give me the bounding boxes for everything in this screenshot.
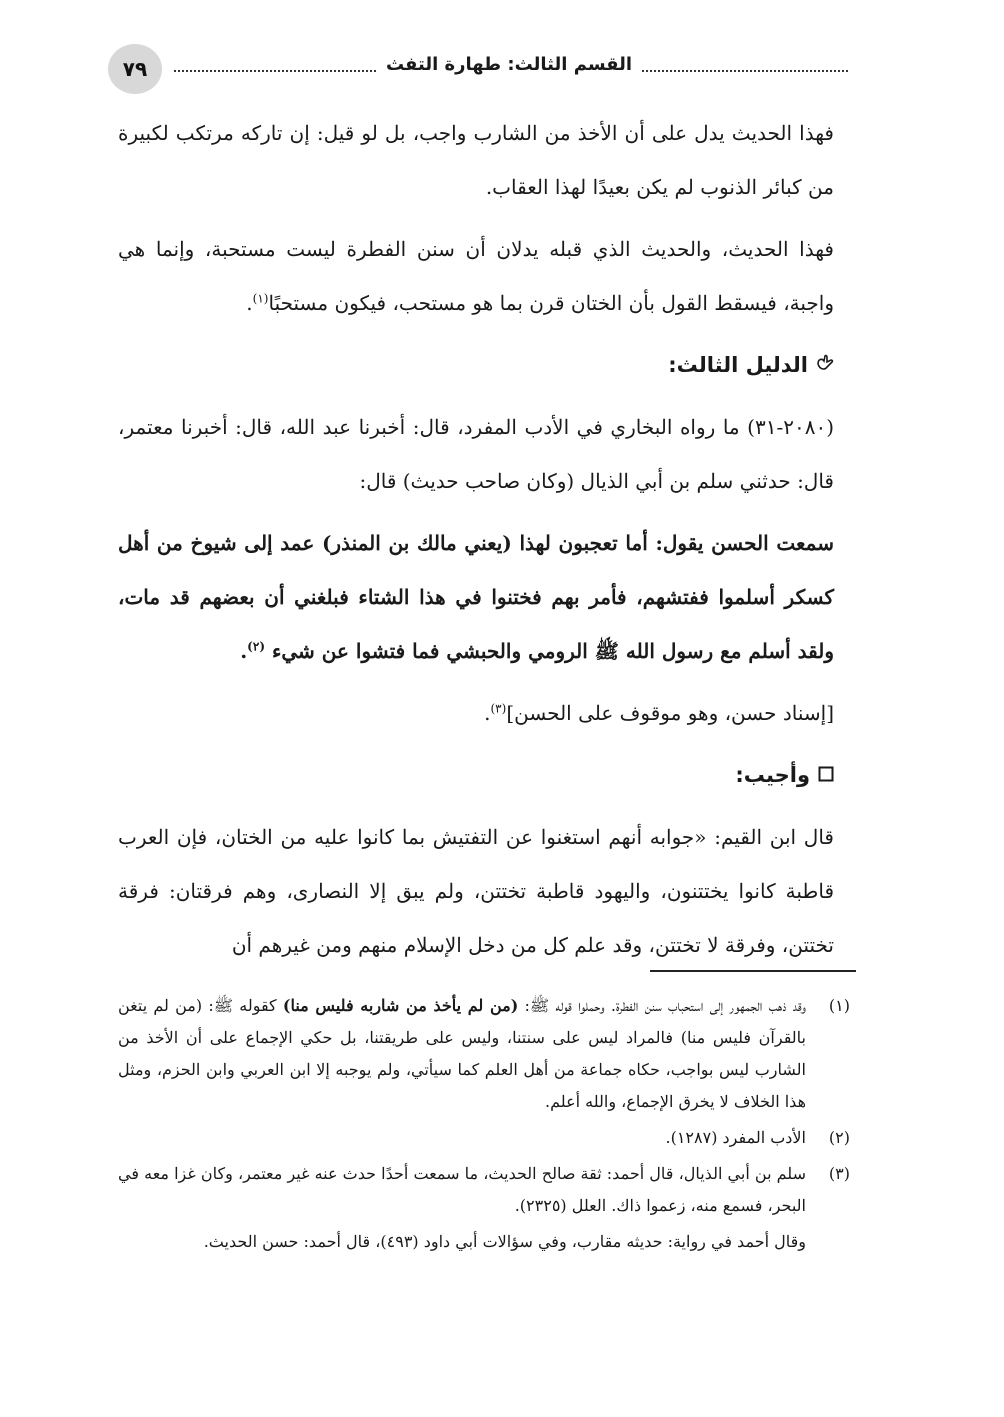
footnote-1-rest: كقوله ﷺ: (من لم يتغن بالقرآن فليس منا) فالمراد ليس على سنتنا، وليس على طريقتنا، بل حكي الإجماع على أن الأخذ من الشارب ليس بواجب، حكاه جماعة من أهل العلم كما سيأتي، ولم يوجبه إلا ابن العربي وابن الحزم، ومثل هذا الخلاف لا يخرق الإجماع، والله أعلم. (118, 996, 806, 1111)
footnote-ref-1[interactable]: (١) (252, 291, 269, 306)
footnote-number: (٢) (828, 1128, 850, 1147)
paragraph-4 (118, 516, 834, 678)
heading-third-evidence (118, 338, 834, 392)
heading-third-evidence-text: الدليل الثالث: (668, 353, 808, 377)
main-text (118, 106, 834, 980)
paragraph-6: قال ابن القيم: «جوابه أنهم استغنوا عن التفتيش بما كانوا عليه من الختان، فإن العرب قاطبة كانوا يختتنون، واليهود قاطبة تختتن، ولم يبق إلا النصارى، وهم فرقتان: فرقة تختتن، وفرقة لا تختتن، وقد علم كل من دخل الإسلام منهم ومن غيرهم أن (118, 825, 834, 957)
square-icon (818, 748, 834, 802)
paragraph-3: (٢٠٨٠-٣١) ما رواه البخاري في الأدب المفرد، قال: أخبرنا عبد الله، قال: أخبرنا معتمر، قال: حدثني سلم بن أبي الذيال (وكان صاحب حديث) قال: (118, 415, 834, 493)
paragraph-2-end: . (246, 291, 253, 315)
paragraph-5 (118, 686, 834, 740)
page-number: ٧٩ (108, 44, 162, 94)
paragraph-2 (118, 222, 834, 330)
footnote-1-lead: وقد ذهب الجمهور إلى استحباب سنن الفطرة. وحملوا قوله ﷺ: (518, 996, 807, 1015)
heading-answer (118, 748, 834, 802)
footnote-3 (118, 1158, 850, 1222)
footnote-3-text: سلم بن أبي الذيال، قال أحمد: ثقة صالح الحديث، ما سمعت أحدًا حدث عنه غير معتمر، وكان غزا معه في البحر، فسمع منه، زعموا ذاك. العلل (٢٣٢٥). (118, 1164, 806, 1215)
heading-answer-text: وأجيب: (735, 763, 810, 787)
footnote-ref-3[interactable]: (٣) (490, 701, 507, 716)
footnote-number: (١) (828, 996, 850, 1015)
paragraph-5-end: . (484, 701, 491, 725)
footnote-separator (650, 970, 856, 972)
footnotes (118, 990, 850, 1258)
footnote-number: (٣) (828, 1164, 850, 1183)
footnote-1 (118, 990, 850, 1118)
footnote-3-continuation: وقال أحمد في رواية: حديثه مقارب، وفي سؤالات أبي داود (٤٩٣)، قال أحمد: حسن الحديث. (203, 1232, 806, 1251)
footnote-2-text: الأدب المفرد (١٢٨٧). (665, 1128, 806, 1147)
page-header (108, 44, 848, 94)
paragraph-4-end: . (240, 639, 248, 663)
section-title: القسم الثالث: طهارة التفث (378, 54, 640, 75)
paragraph-1: فهذا الحديث يدل على أن الأخذ من الشارب واجب، بل لو قيل: إن تاركه مرتكب لكبيرة من كبائر الذنوب لم يكن بعيدًا لهذا العقاب. (118, 121, 834, 199)
footnote-2 (118, 1122, 850, 1154)
paragraph-5-text: [إسناد حسن، وهو موقوف على الحسن] (506, 701, 834, 725)
footnote-1-bold-quote: (من لم يأخذ من شاربه فليس منا) (282, 996, 519, 1015)
paragraph-4-text: سمعت الحسن يقول: أما تعجبون لهذا (يعني مالك بن المنذر) عمد إلى شيوخ من أهل كسكر أسلموا ففتشهم، فأمر بهم فختنوا في هذا الشتاء فبلغني أن بعضهم قد مات، ولقد أسلم مع رسول الله ﷺ الرومي والحبشي فما فتشوا عن شيء (118, 531, 834, 663)
hand-icon (816, 338, 834, 392)
paragraph-2-text: فهذا الحديث، والحديث الذي قبله يدلان أن سنن الفطرة ليست مستحبة، وإنما هي واجبة، فيسقط القول بأن الختان قرن بما هو مستحب، فيكون مستحبًا (118, 237, 834, 315)
footnote-ref-2[interactable]: (٢) (247, 639, 265, 654)
